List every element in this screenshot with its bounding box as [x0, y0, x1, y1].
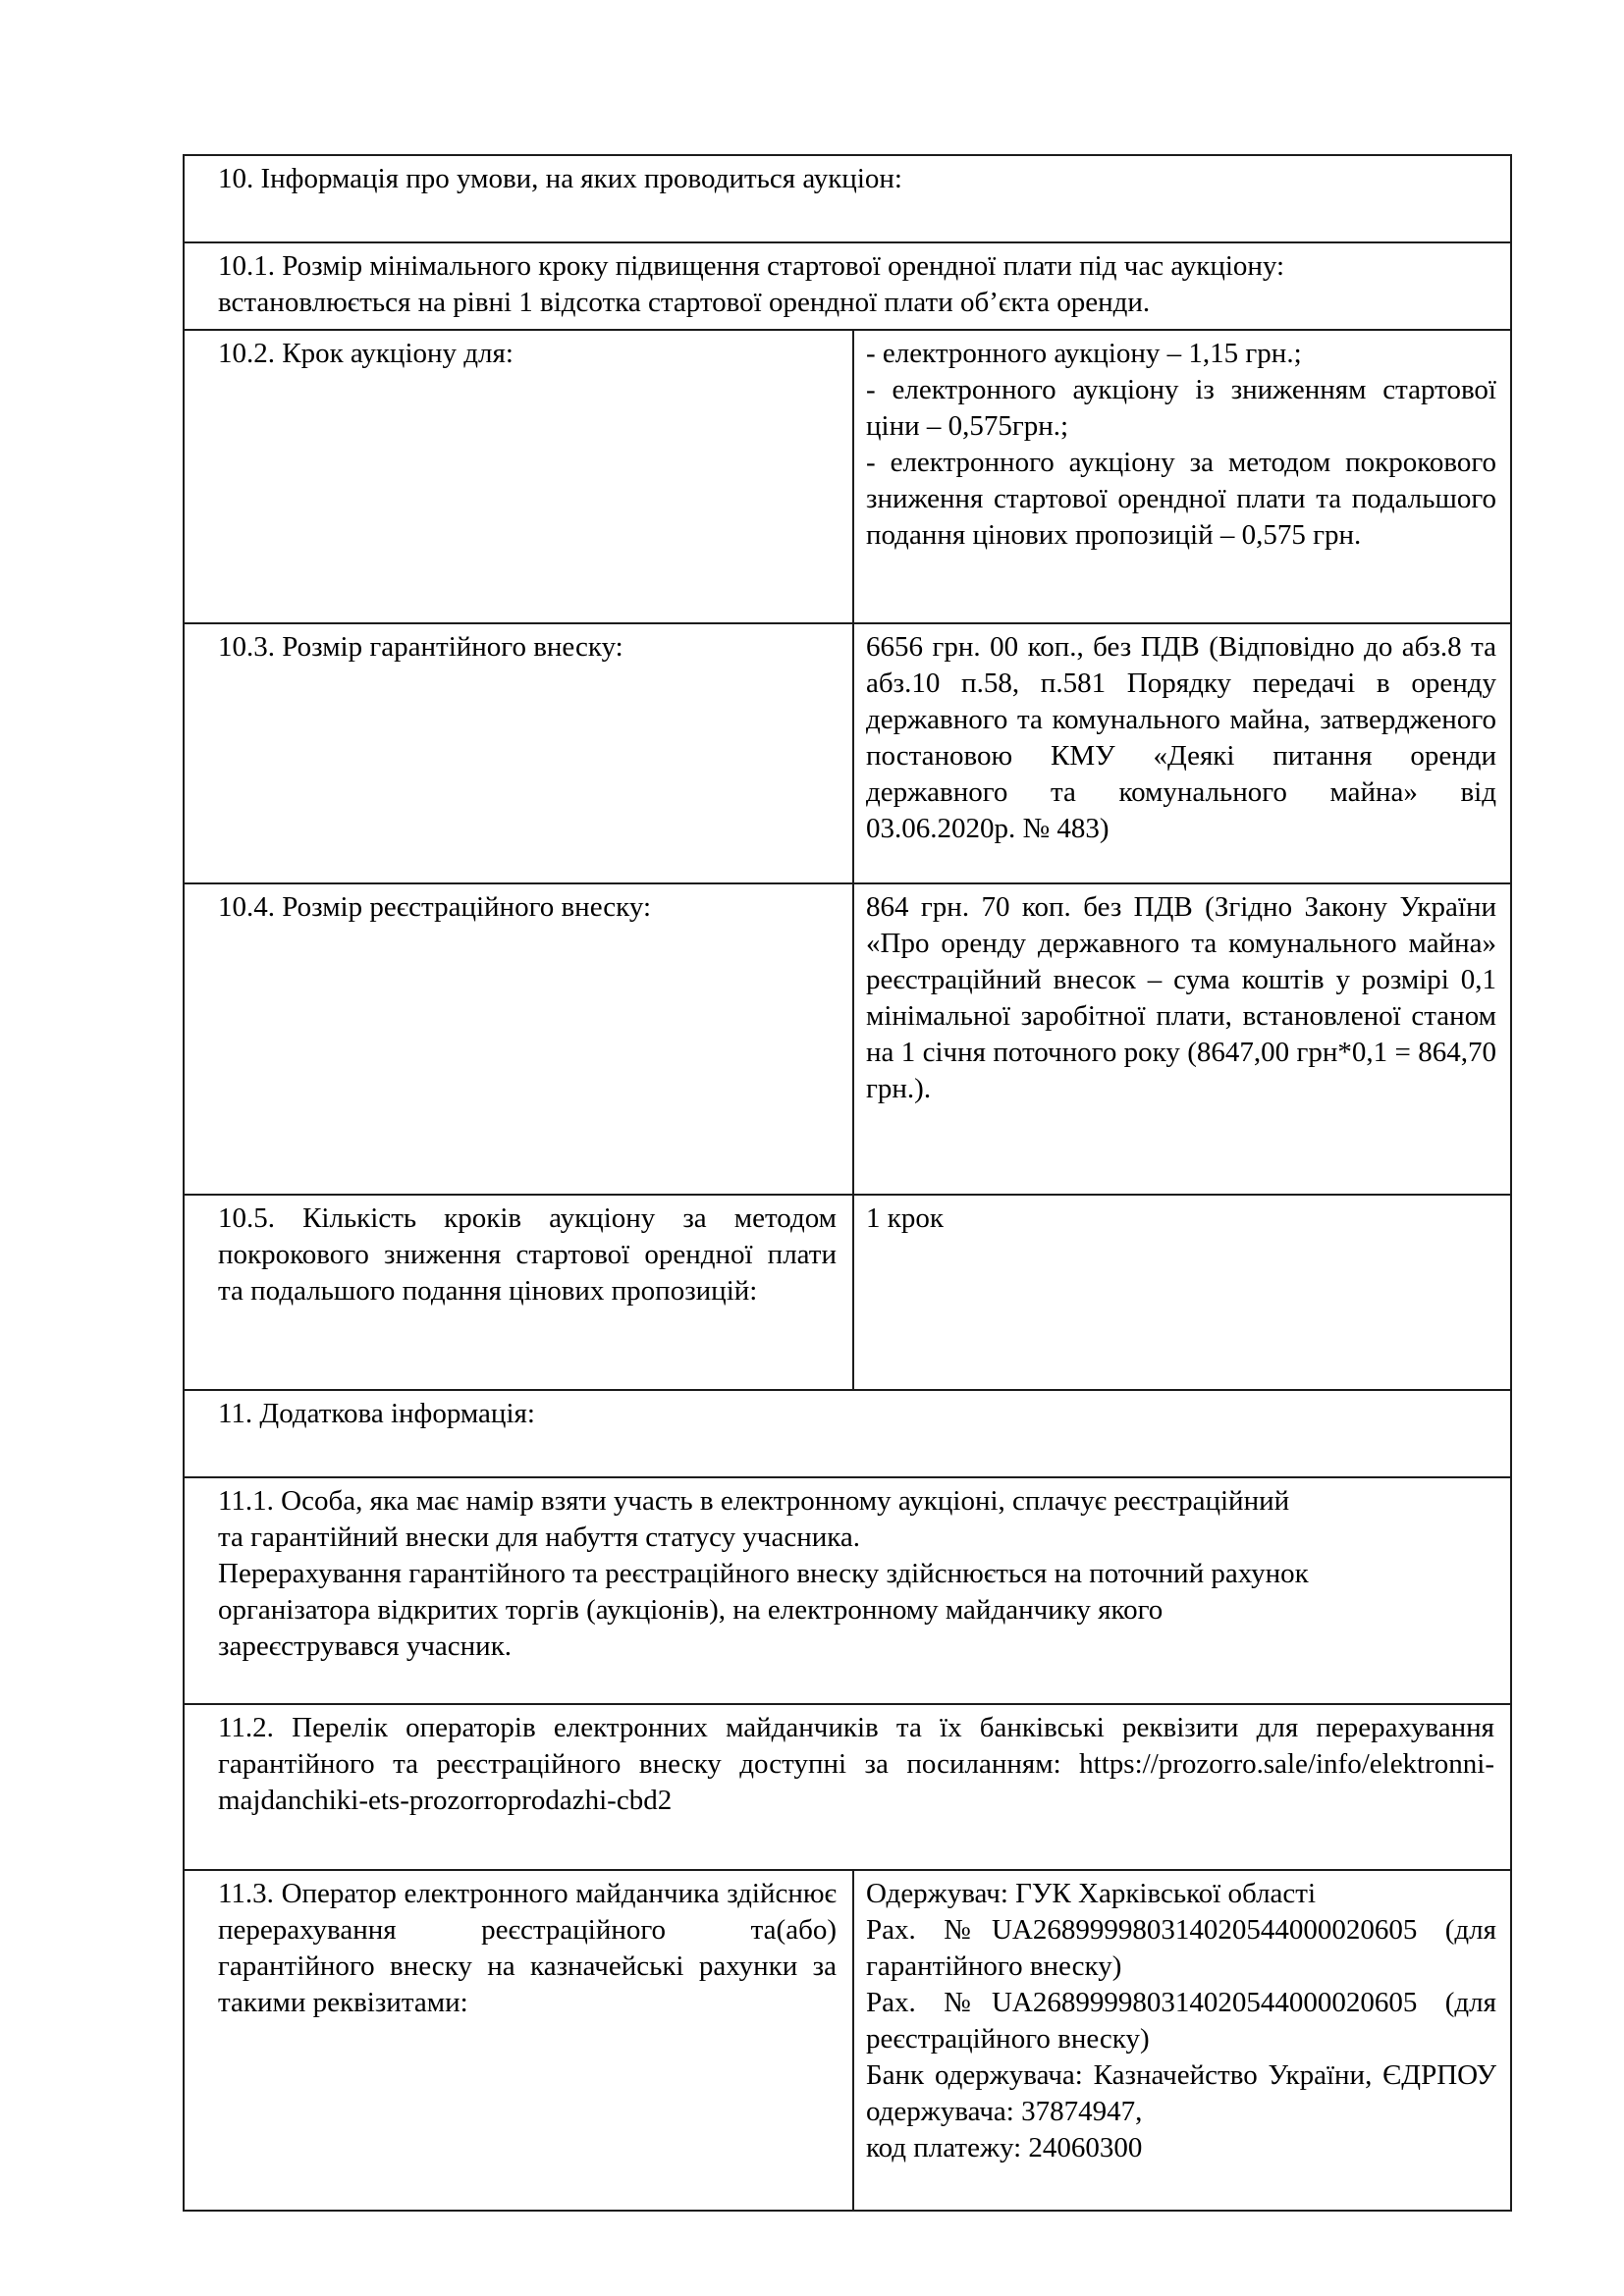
- row-11-1: [184, 1477, 1511, 1704]
- cell-10-2-label: [184, 330, 853, 623]
- row-10-3: [184, 623, 1511, 883]
- row-label: 10.3. Розмір гарантійного внеску:: [218, 631, 623, 663]
- row-10: [184, 155, 1511, 242]
- paragraph: 10.1. Розмір мінімального кроку підвищення стартової орендної плати під час аукціону:: [218, 250, 1285, 282]
- paragraph: організатора відкритих торгів (аукціонів), на електронному майданчику якого: [218, 1594, 1164, 1626]
- cell-10-5-value: [853, 1195, 1511, 1390]
- row-10-2: [184, 330, 1511, 623]
- section-10-title: 10. Інформація про умови, на яких проводиться аукціон:: [218, 163, 902, 194]
- cell-10-3-label: [184, 623, 853, 883]
- paragraph: встановлюється на рівні 1 відсотка стартової орендної плати об’єкта оренди.: [218, 287, 1151, 318]
- row-label: 10.4. Розмір реєстраційного внеску:: [218, 891, 652, 923]
- bank-detail-line: Рах. №UA268999980314020544000020605 (для гарантійного внеску): [866, 1914, 1496, 1982]
- cell-11-title: [184, 1390, 1511, 1477]
- cell-11-3-label: [184, 1870, 853, 2211]
- paragraph: та гарантійний внески для набуття статусу учасника.: [218, 1522, 861, 1553]
- list-item: - електронного аукціону за методом покрокового зниження стартової орендної плати та подальшого подання цінових пропозицій – 0,575 грн.: [866, 447, 1496, 551]
- cell-10-3-value: [853, 623, 1511, 883]
- bank-detail-line: Одержувач: ГУК Харківської області: [866, 1878, 1317, 1909]
- cell-10-title: [184, 155, 1511, 242]
- paragraph: зареєструвався учасник.: [218, 1630, 513, 1662]
- paragraph: 11.1. Особа, яка має намір взяти участь в електронному аукціоні, сплачує реєстраційний: [218, 1485, 1290, 1517]
- cell-11-3-value: [853, 1870, 1511, 2211]
- cell-10-4-label: [184, 883, 853, 1195]
- list-item: - електронного аукціону із зниженням стартової ціни – 0,575грн.;: [866, 374, 1496, 442]
- row-11-3: [184, 1870, 1511, 2211]
- section-11-title: 11. Додаткова інформація:: [218, 1398, 535, 1429]
- bank-detail-line: Банк одержувача: Казначейство України, ЄДРПОУ одержувача: 37874947,: [866, 2059, 1496, 2127]
- paragraph: 864 грн. 70 коп. без ПДВ (Згідно Закону України «Про оренду державного та комунального майна» реєстраційний внесок – сума коштів у розмірі 0,1 мінімальної заробітної плати, встановленої станом на 1 січня поточного року (8647,00 грн*0,1 = 864,70 грн.).: [866, 891, 1496, 1104]
- paragraph: 6656 грн. 00 коп., без ПДВ (Відповідно до абз.8 та абз.10 п.58, п.581 Порядку передачі в оренду державного та комунального майна, затвердженого постановою КМУ «Деякі питання оренди державного та комунального майна» від 03.06.2020р. № 483): [866, 631, 1496, 844]
- list-item: - електронного аукціону – 1,15 грн.;: [866, 338, 1302, 369]
- cell-10-1: [184, 242, 1511, 330]
- bank-detail-line: Рах. №UA268999980314020544000020605 (для реєстраційного внеску): [866, 1987, 1496, 2055]
- paragraph: Перерахування гарантійного та реєстраційного внеску здійснюється на поточний рахунок: [218, 1558, 1309, 1589]
- cell-10-4-value: [853, 883, 1511, 1195]
- row-10-1: [184, 242, 1511, 330]
- cell-11-2: [184, 1704, 1511, 1870]
- row-10-4: [184, 883, 1511, 1195]
- row-label: 10.2. Крок аукціону для:: [218, 338, 514, 369]
- cell-10-2-value: [853, 330, 1511, 623]
- row-11: [184, 1390, 1511, 1477]
- row-label: 10.5. Кількість кроків аукціону за методом покрокового зниження стартової орендної плати та подальшого подання цінових пропозицій:: [218, 1202, 837, 1307]
- cell-10-5-label: [184, 1195, 853, 1390]
- row-10-5: [184, 1195, 1511, 1390]
- auction-conditions-table: [183, 154, 1512, 2212]
- cell-11-1: [184, 1477, 1511, 1704]
- row-11-2: [184, 1704, 1511, 1870]
- bank-detail-line: код платежу: 24060300: [866, 2132, 1143, 2163]
- paragraph-with-link: 11.2. Перелік операторів електронних майданчиків та їх банківські реквізити для перерахування гарантійного та реєстраційного внеску доступні за посиланням: https://prozorro.sale/info/elektronni-majdanchiki-ets-prozorroprodazhi-cbd2: [218, 1712, 1494, 1816]
- row-label: 11.3. Оператор електронного майданчика здійснює перерахування реєстраційного та(або) гарантійного внеску на казначейські рахунки за такими реквізитами:: [218, 1878, 837, 2018]
- value-text: 1 крок: [866, 1202, 944, 1234]
